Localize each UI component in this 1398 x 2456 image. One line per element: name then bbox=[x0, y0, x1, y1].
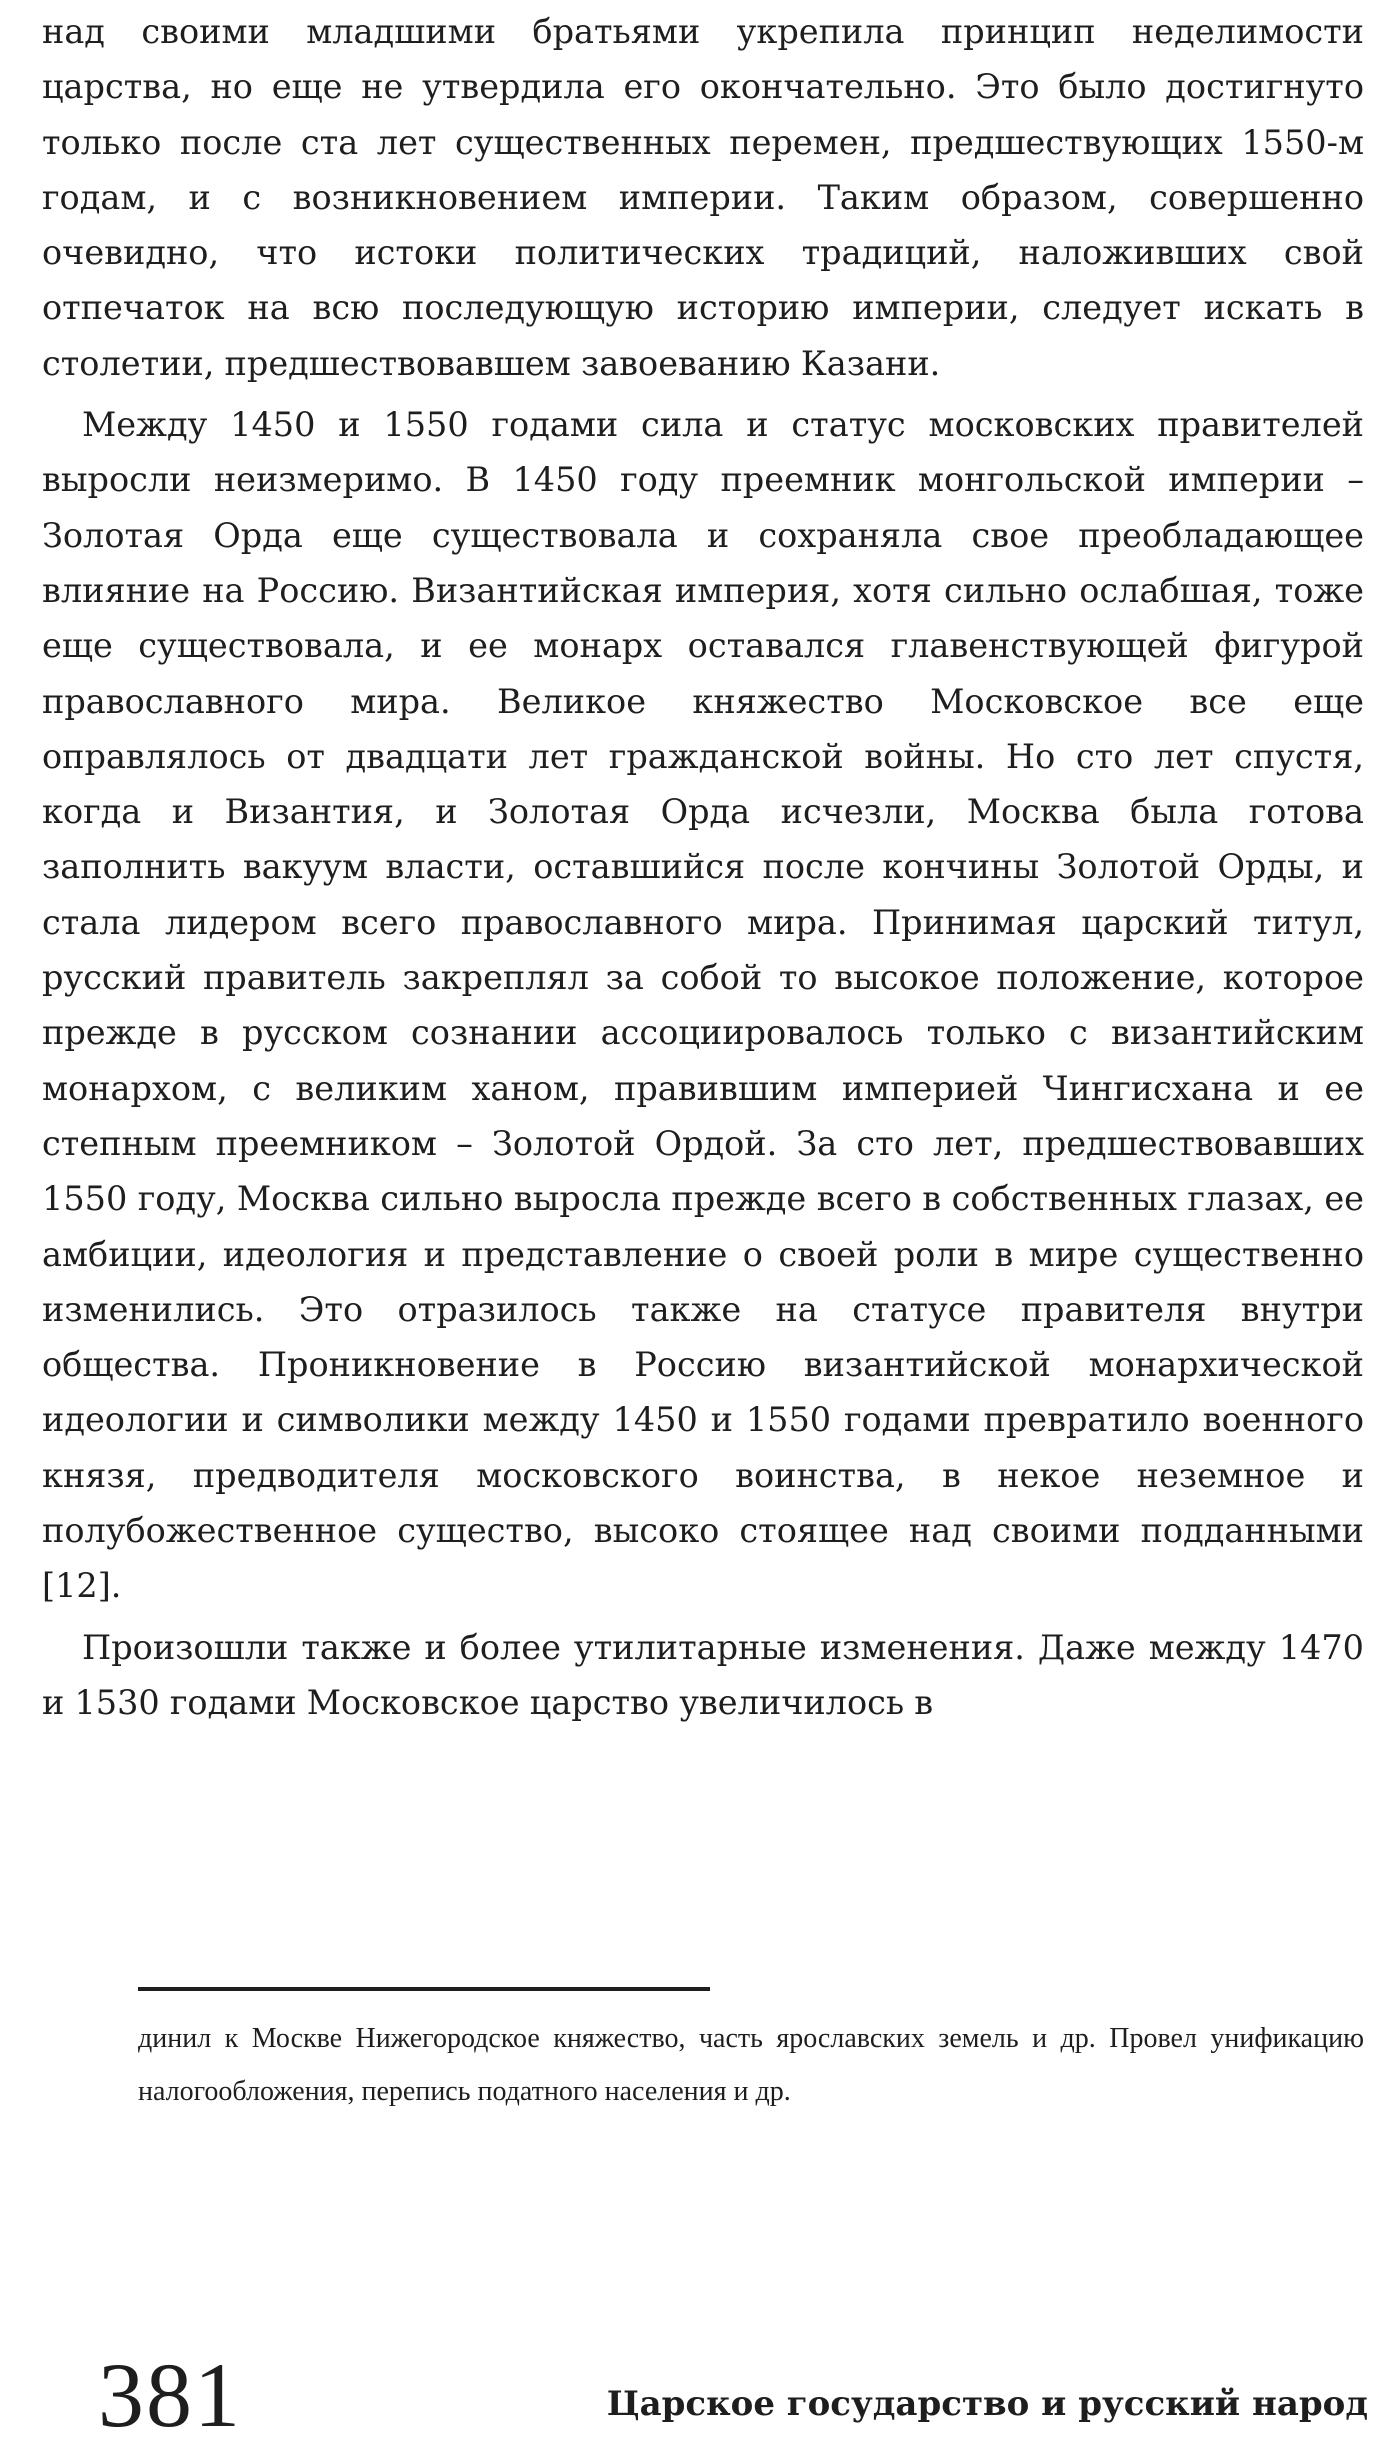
paragraph-power-growth: Между 1450 и 1550 годами сила и статус московских правителей выросли неизмеримо. В 1450 году преемник монгольской империи – Золотая Орда еще существовала и сохраняла свое преобладающее влияние на Россию. Византийская империя, хотя сильно ослабшая, тоже еще существовала, и ее монарх оставался главенствующей фигурой православного мира. Великое княжество Московское все еще оправлялось от двадцати лет гражданской войны. Но сто лет спустя, когда и Византия, и Золотая Орда исчезли, Москва была готова заполнить вакуум власти, оставшийся после кончины Золотой Орды, и стала лидером всего православного мира. Принимая царский титул, русский правитель закреплял за собой то высокое положение, которое прежде в русском сознании ассоциировалось только с византийским монархом, с великим ханом, правившим империей Чингисхана и ее степным преемником – Золотой Ордой. За сто лет, предшествовавших 1550 году, Москва сильно выросла прежде всего в собственных глазах, ее амбиции, идеология и представление о своей роли в мире существенно изменились. Это отразилось также на статусе правителя внутри общества. Проникновение в Россию византийской монархической идеологии и символики между 1450 и 1550 годами превратило военного князя, предводителя московского воинства, в некое неземное и полубожественное существо, высоко стоящее над своими подданными [12]. bbox=[42, 405, 1364, 1606]
page-footer bbox=[98, 2340, 1368, 2450]
footnote-divider bbox=[138, 1987, 710, 1991]
page-number: 381 bbox=[98, 2344, 242, 2446]
paragraph-continuation: над своими младшими братьями укрепила принцип неделимости царства, но еще не утвердила его окончательно. Это было достигнуто только после ста лет существенных перемен, предшествующих 1550-м годам, и с возникновением империи. Таким образом, совершенно очевидно, что истоки политических традиций, наложивших свой отпечаток на всю последующую историю империи, следует искать в столетии, предшествовавшем завоеванию Казани. bbox=[42, 12, 1364, 383]
paragraph-utilitarian-changes: Произошли также и более утилитарные изменения. Даже между 1470 и 1530 годами Московское царство увеличилось в bbox=[42, 1627, 1364, 1722]
footnote: динил к Москве Нижегородское княжество, часть ярославских земель и др. Провел унификацию налогообложения, перепись податного населения и др. bbox=[138, 2023, 1364, 2107]
main-text bbox=[42, 0, 1364, 1730]
running-title: Царское государство и русский народ bbox=[606, 2384, 1368, 2424]
